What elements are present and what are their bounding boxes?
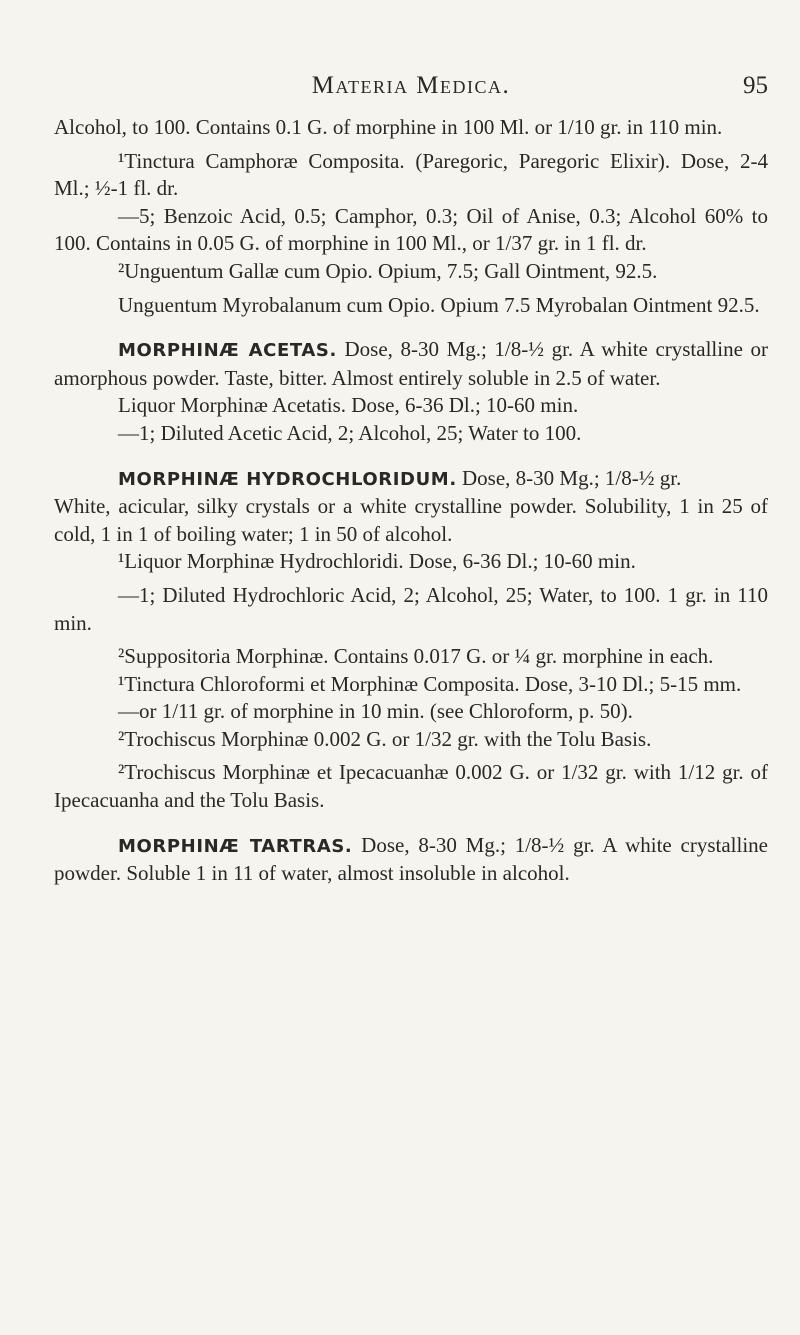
running-head — [54, 72, 768, 112]
entry-liquor-morphinae-hydrochloridi: ¹Liquor Morphinæ Hydrochloridi. Dose, 6-36 Dl.; 10-60 min. — [118, 549, 636, 574]
entry-trochiscus-morphinae-ipecacuanhae: ²Trochiscus Morphinæ et Ipecacuanhæ 0.002 G. or 1/32 gr. with 1/12 gr. of Ipecacuanha and the Tolu Basis. — [54, 760, 768, 813]
entry-liquor-morphinae-acetatis: Liquor Morphinæ Acetatis. Dose, 6-36 Dl.; 10-60 min. — [118, 393, 579, 418]
section-morphinae-tartras — [54, 832, 768, 888]
text-morphinae-acetas: Dose, 8-30 Mg.; 1/8-½ gr. A white crystalline or amorphous powder. Taste, bitter. Almost entirely soluble in 2.5 of water. — [54, 337, 768, 390]
formula-tinctura-camphorae: —5; Benzoic Acid, 0.5; Camphor, 0.3; Oil of Anise, 0.3; Alcohol 60% to 100. Contains in 0.05 G. of morphine in 100 Ml., or 1/37 gr. in 1 fl. dr. — [54, 203, 768, 256]
formula-liquor-morphinae-hydrochloridi: —1; Diluted Hydrochloric Acid, 2; Alcohol, 25; Water, to 100. 1 gr. in 110 min. — [54, 582, 768, 635]
section-morphinae-hydrochloridum — [54, 465, 768, 494]
description-morphinae-hydrochloridum: White, acicular, silky crystals or a white crystalline powder. Solubility, 1 in 25 of cold, 1 in 1 of boiling water; 1 in 50 of alcohol. — [54, 494, 768, 546]
heading-morphinae-acetas: MORPHINÆ ACETAS. — [118, 340, 337, 362]
text-morphinae-tartras: Dose, 8-30 Mg.; 1/8-½ gr. A white crystalline powder. Soluble 1 in 11 of water, almost insoluble in alcohol. — [54, 832, 768, 886]
entry-tinctura-chloroformi: ¹Tinctura Chloroformi et Morphinæ Composita. Dose, 3-10 Dl.; 5-15 mm. — [118, 671, 742, 696]
entry-unguentum-gallae: ²Unguentum Gallæ cum Opio. Opium, 7.5; Gall Ointment, 92.5. — [118, 258, 658, 283]
heading-morphinae-hydrochloridum: MORPHINÆ HYDROCHLORIDUM. — [118, 468, 457, 490]
heading-morphinae-tartras: MORPHINÆ TARTRAS. — [118, 835, 353, 857]
formula-tinctura-chloroformi: —or 1/11 gr. of morphine in 10 min. (see Chloroform, p. 50). — [118, 699, 633, 724]
body-text — [54, 114, 768, 888]
text-morphinae-hydrochloridum: Dose, 8-30 Mg.; 1/8-½ gr. — [456, 465, 682, 490]
entry-unguentum-myrobalanum: Unguentum Myrobalanum cum Opio. Opium 7.5 Myrobalan Ointment 92.5. — [118, 292, 760, 317]
page-number: 95 — [743, 72, 768, 99]
section-morphinae-acetas — [54, 336, 768, 392]
entry-suppositoria-morphinae: ²Suppositoria Morphinæ. Contains 0.017 G. or ¼ gr. morphine in each. — [118, 644, 714, 669]
paragraph-alcohol-contents: Alcohol, to 100. Contains 0.1 G. of morphine in 100 Ml. or 1/10 gr. in 110 min. — [54, 115, 723, 139]
entry-tinctura-camphorae: ¹Tinctura Camphoræ Composita. (Paregoric, Paregoric Elixir). Dose, 2-4 Ml.; ½-1 fl. dr. — [54, 148, 768, 201]
entry-trochiscus-morphinae: ²Trochiscus Morphinæ 0.002 G. or 1/32 gr. with the Tolu Basis. — [118, 726, 652, 751]
running-title: Materia Medica. — [311, 72, 511, 99]
book-page — [54, 72, 768, 888]
formula-liquor-morphinae-acetatis: —1; Diluted Acetic Acid, 2; Alcohol, 25; Water to 100. — [118, 420, 582, 445]
